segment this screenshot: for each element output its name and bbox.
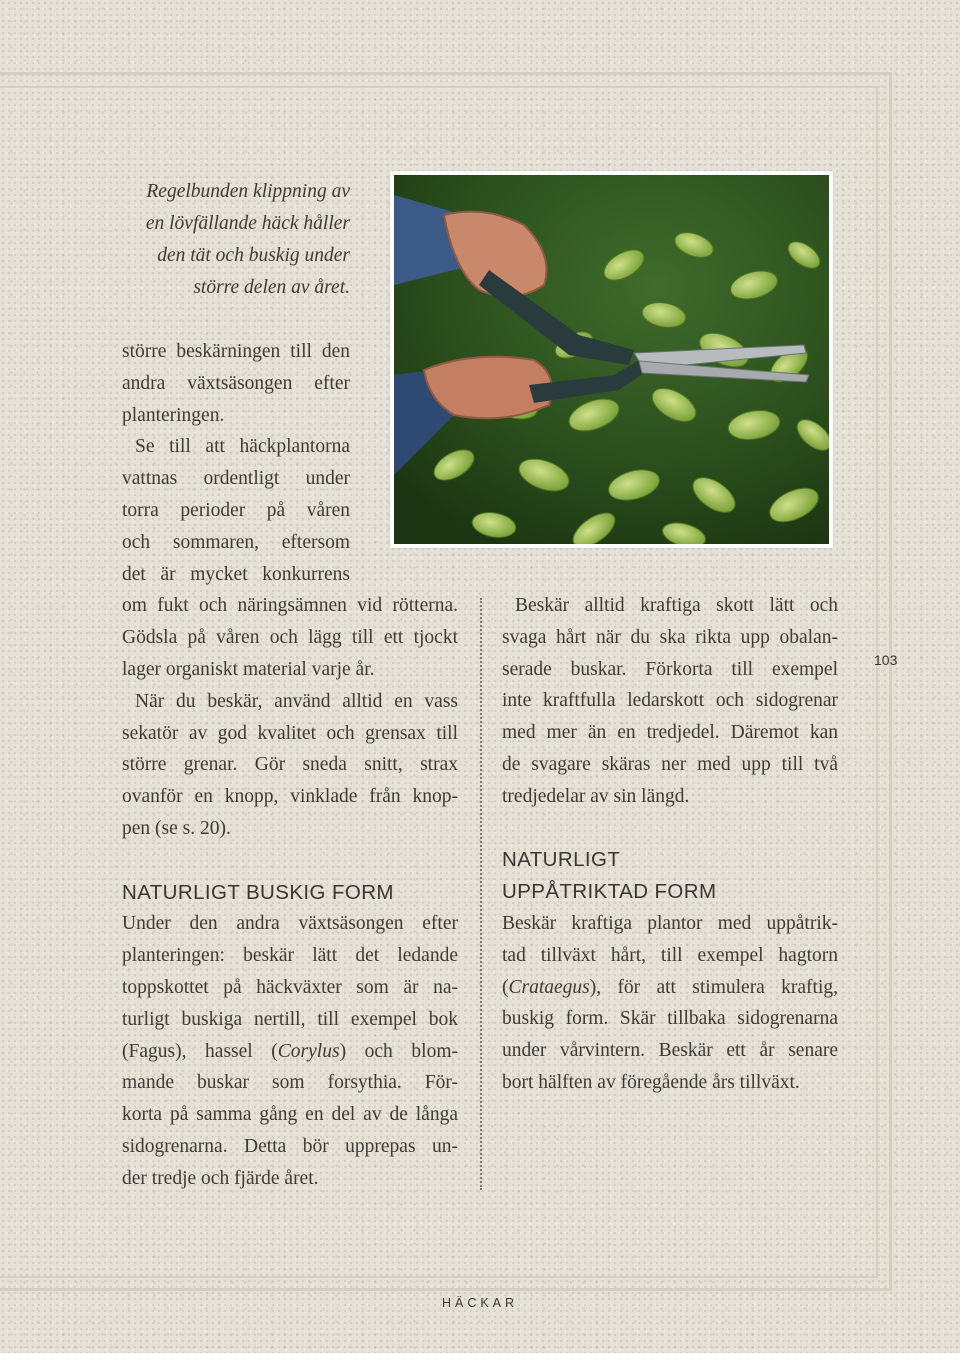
caption-line: en lövfällande häck håller — [145, 213, 350, 234]
body-text-line: pen (se s. 20). — [122, 817, 231, 839]
body-text-line: Beskär kraftiga plantor med uppåtrik- — [502, 912, 838, 934]
frame-right-line — [889, 72, 892, 1290]
left-column — [122, 336, 458, 1195]
body-text-line: med mer än en tredjedel. Däremot kan — [502, 722, 838, 744]
body-text-line: planteringen: beskär lätt det ledande — [122, 945, 458, 967]
body-text-line: Se till att häckplantorna — [135, 436, 350, 458]
body-text-line: buskig form. Skär tillbaka sidogrenarna — [502, 1008, 838, 1030]
frame-right-line-inner — [876, 86, 878, 1276]
body-text-line: under vårvintern. Beskär ett år senare — [502, 1040, 838, 1062]
body-text-line: och sommaren, eftersom — [122, 531, 350, 553]
photo-caption — [122, 176, 350, 304]
running-footer: HÄCKAR — [441, 1296, 519, 1310]
frame-bottom-line — [0, 1276, 878, 1278]
body-text-line: der tredje och fjärde året. — [122, 1167, 319, 1189]
body-text-line: Gödsla på våren och lägg till ett tjockt — [122, 627, 458, 649]
body-text-line: vattnas ordentligt under — [122, 468, 350, 490]
column-divider — [480, 598, 482, 1190]
body-text-line: Under den andra växtsäsongen efter — [122, 913, 458, 935]
section-heading: NATURLIGT BUSKIG FORM — [122, 880, 394, 904]
body-text-line: svaga hårt när du ska rikta upp obalan- — [502, 626, 838, 648]
body-text-line: korta på samma gång en del av de långa — [122, 1104, 458, 1126]
page-number: 103 — [874, 652, 898, 668]
body-text-line: de svagare skäras ner med upp till två — [502, 753, 838, 775]
caption-line: Regelbunden klippning av — [146, 181, 350, 202]
right-column — [502, 590, 838, 1099]
body-text-line: torra perioder på våren — [122, 499, 350, 521]
body-text-line: (Fagus), hassel (Corylus) och blom- — [122, 1040, 458, 1062]
body-text-line: När du beskär, använd alltid en vass — [135, 690, 458, 712]
section-heading: NATURLIGT — [502, 848, 621, 872]
body-text-line: turligt buskiga nertill, till exempel bok — [122, 1008, 458, 1030]
body-text-line: större grenar. Gör sneda snitt, strax — [122, 754, 458, 776]
latin-name: Crataegus — [508, 976, 590, 998]
body-text-line: andra växtsäsongen efter — [122, 372, 350, 394]
body-text-line: toppskottet på häckväxter som är na- — [122, 976, 458, 998]
body-text-line: lager organiskt material varje år. — [122, 658, 375, 680]
body-text-line: det är mycket konkurrens — [122, 563, 350, 585]
body-text-line: tredjedelar av sin längd. — [502, 785, 690, 807]
body-text-line: sidogrenarna. Detta bör upprepas un- — [122, 1135, 458, 1157]
body-text-line: serade buskar. Förkorta till exempel — [502, 658, 838, 680]
frame-bottom-line-outer — [0, 1288, 892, 1291]
body-text-line: tad tillväxt hårt, till exempel hagtorn — [502, 944, 838, 966]
body-text-line: (Crataegus), för att stimulera kraftig, — [502, 976, 838, 998]
body-text-line: om fukt och näringsämnen vid rötterna. — [122, 595, 458, 617]
body-text-line: mande buskar som forsythia. För- — [122, 1072, 458, 1094]
body-text-line: större beskärningen till den — [122, 341, 350, 362]
frame-top-line — [0, 72, 892, 75]
body-text-line: inte kraftfulla ledarskott och sidogrenar — [502, 690, 838, 712]
body-text-line: sekatör av god kvalitet och grensax till — [122, 722, 458, 744]
caption-line: större delen av året. — [193, 277, 350, 298]
body-text-line: ovanför en knopp, vinklade från knop- — [122, 786, 458, 808]
hedge-photo-image — [394, 175, 829, 544]
caption-line: den tät och buskig under — [157, 245, 350, 266]
body-text-line: Beskär alltid kraftiga skott lätt och — [515, 595, 838, 616]
body-text-line: planteringen. — [122, 404, 225, 426]
section-heading: UPPÅTRIKTAD FORM — [502, 880, 717, 904]
body-text-line: bort hälften av föregående års tillväxt. — [502, 1071, 800, 1093]
latin-name: Corylus — [277, 1040, 340, 1062]
frame-top-line-inner — [0, 86, 878, 88]
